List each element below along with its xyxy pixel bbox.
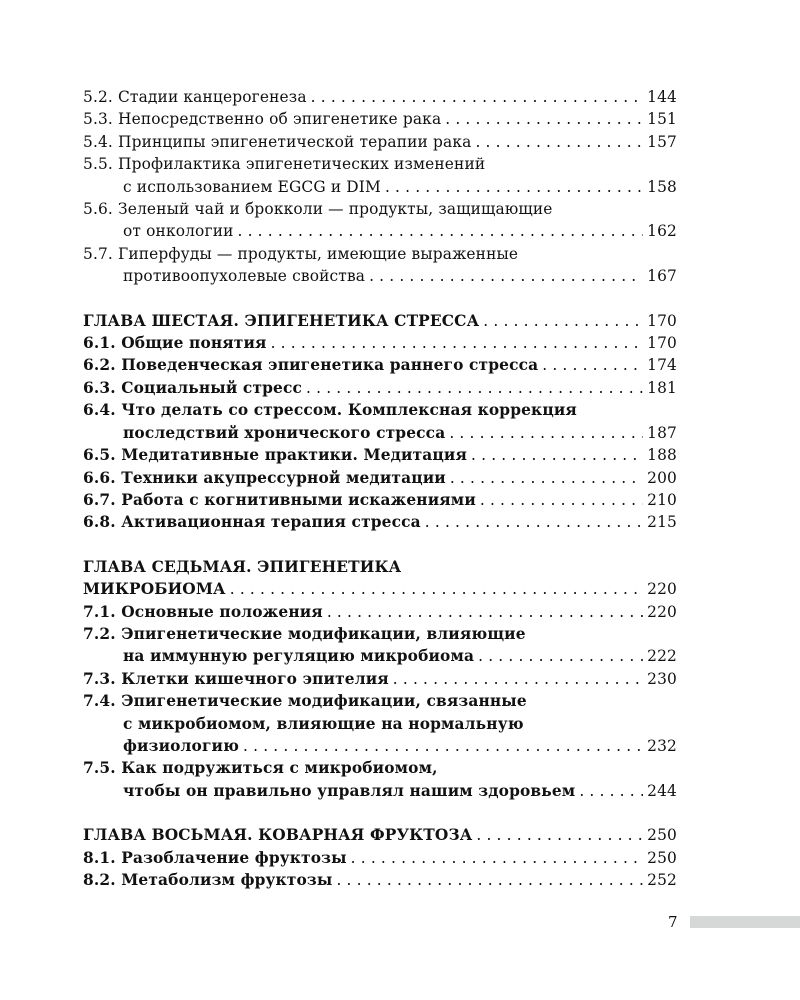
toc-entry-line [83, 243, 677, 265]
toc-entry-line [83, 467, 677, 489]
dot-leader [369, 265, 643, 287]
toc-entry-line [83, 556, 677, 578]
toc-entry-title: 6.1. Общие понятия [83, 334, 267, 353]
toc-entry[interactable] [83, 869, 677, 891]
toc-page-number: 230 [647, 669, 677, 688]
toc-entry[interactable] [83, 601, 677, 623]
toc-entry-line [83, 176, 677, 198]
toc-page-number: 250 [647, 826, 677, 845]
toc-page-number: 167 [647, 267, 677, 286]
toc-entry-title: 6.8. Активационная терапия стресса [83, 513, 421, 532]
toc-entry-line [83, 108, 677, 130]
toc-entry-line [83, 757, 677, 779]
toc-page-number: 151 [647, 110, 677, 129]
toc-entry-line [83, 601, 677, 623]
toc-entry-title: 5.2. Стадии канцерогенеза [83, 88, 307, 106]
toc-entry-title: 6.2. Поведенческая эпигенетика раннего стресса [83, 356, 539, 375]
toc-entry[interactable] [83, 153, 677, 198]
toc-entry[interactable] [83, 690, 677, 757]
toc-entry-title: 6.5. Медитативные практики. Медитация [83, 446, 468, 465]
dot-leader [271, 332, 644, 354]
toc-entry-line [83, 153, 677, 175]
toc-entry[interactable] [83, 623, 677, 668]
toc-entry-line [83, 377, 677, 399]
toc-entry[interactable] [83, 847, 677, 869]
toc-entry-title: чтобы он правильно управлял нашим здоровьем [123, 781, 576, 800]
dot-leader [336, 869, 643, 891]
dot-leader [327, 601, 643, 623]
toc-entry-title: физиологию [123, 736, 240, 755]
toc-entry-title: 6.6. Техники акупрессурной медитации [83, 468, 446, 487]
toc-page-number: 174 [647, 356, 677, 375]
toc-entry[interactable] [83, 131, 677, 153]
dot-leader [476, 824, 643, 846]
toc-entry-title: противоопухолевые свойства [123, 267, 366, 286]
toc-page-number: 215 [647, 513, 677, 532]
toc-page-number: 158 [647, 177, 677, 196]
toc-entry-title: ГЛАВА ШЕСТАЯ. ЭПИГЕНЕТИКА СТРЕССА [83, 311, 480, 330]
toc-page-number: 250 [647, 848, 677, 867]
dot-leader [449, 422, 643, 444]
toc-entry-line [83, 511, 677, 533]
toc-entry-line [83, 668, 677, 690]
toc-entry-title: с использованием EGCG и DIM [123, 177, 381, 196]
toc-chapter-heading[interactable] [83, 310, 677, 332]
toc-entry-line [83, 131, 677, 153]
toc-entry-title: ГЛАВА ВОСЬМАЯ. КОВАРНАЯ ФРУКТОЗА [83, 826, 473, 845]
toc-page-number: 170 [647, 311, 677, 330]
toc-page-number: 188 [647, 446, 677, 465]
toc-entry-line [83, 578, 677, 600]
toc-entry-line [83, 713, 677, 735]
dot-leader [480, 489, 643, 511]
toc-entry-title: от онкологии [123, 222, 234, 241]
toc-entry[interactable] [83, 86, 677, 108]
toc-entry-title: 6.7. Работа с когнитивными искажениями [83, 490, 476, 509]
toc-page-number: 222 [647, 647, 677, 666]
toc-page-number: 210 [647, 490, 677, 509]
toc-entry-line [83, 198, 677, 220]
toc-entry-title: 5.6. Зеленый чай и брокколи — продукты, защищающие [83, 200, 553, 219]
toc-chapter-heading[interactable] [83, 824, 677, 846]
toc-entry[interactable] [83, 354, 677, 376]
toc-entry-title: 5.5. Профилактика эпигенетических изменений [83, 155, 486, 174]
footer-decorative-bar [690, 916, 800, 928]
toc-entry[interactable] [83, 108, 677, 130]
toc-entry-title: 7.4. Эпигенетические модификации, связанные [83, 692, 527, 711]
toc-entry-line [83, 869, 677, 891]
toc-chapter-section [83, 310, 677, 534]
toc-entry-line [83, 265, 677, 287]
dot-leader [478, 645, 643, 667]
toc-entry-line [83, 399, 677, 421]
dot-leader [425, 511, 643, 533]
toc-entry-title: 6.3. Социальный стресс [83, 378, 303, 397]
dot-leader [311, 86, 644, 108]
dot-leader [230, 578, 643, 600]
toc-page-number: 170 [647, 334, 677, 353]
toc-page-number: 144 [647, 88, 677, 106]
toc-entry[interactable] [83, 467, 677, 489]
toc-entry[interactable] [83, 377, 677, 399]
toc-entry-title: 5.4. Принципы эпигенетической терапии рака [83, 132, 472, 151]
dot-leader [471, 444, 643, 466]
toc-page-number: 220 [647, 580, 677, 599]
table-of-contents [83, 86, 677, 913]
toc-entry[interactable] [83, 489, 677, 511]
toc-entry[interactable] [83, 399, 677, 444]
toc-page-number: 157 [647, 132, 677, 151]
toc-entry-line [83, 645, 677, 667]
toc-entry-line [83, 847, 677, 869]
toc-entry-title: 6.4. Что делать со стрессом. Комплексная коррекция [83, 401, 577, 420]
dot-leader [542, 354, 643, 376]
toc-entry[interactable] [83, 757, 677, 802]
toc-entry-title: 7.5. Как подружиться с микробиомом, [83, 759, 438, 778]
toc-entry-line [83, 310, 677, 332]
toc-entry-title: 8.1. Разоблачение фруктозы [83, 848, 347, 867]
toc-page-number: 252 [647, 871, 677, 889]
toc-entry[interactable] [83, 198, 677, 243]
toc-entry-title: 7.3. Клетки кишечного эпителия [83, 669, 389, 688]
toc-entry-line [83, 444, 677, 466]
toc-page-number: 220 [647, 602, 677, 621]
dot-leader [450, 467, 643, 489]
dot-leader [483, 310, 643, 332]
toc-page-number: 181 [647, 378, 677, 397]
dot-leader [351, 847, 644, 869]
toc-entry[interactable] [83, 511, 677, 533]
toc-section [83, 86, 677, 288]
toc-entry[interactable] [83, 332, 677, 354]
toc-entry-line [83, 354, 677, 376]
toc-page-number: 200 [647, 468, 677, 487]
toc-chapter-section [83, 824, 677, 891]
toc-page-number: 162 [647, 222, 677, 241]
toc-entry-line [83, 824, 677, 846]
toc-entry-title: с микробиомом, влияющие на нормальную [123, 714, 524, 733]
toc-page-number: 187 [647, 423, 677, 442]
toc-entry[interactable] [83, 444, 677, 466]
toc-entry-title: 5.3. Непосредственно об эпигенетике рака [83, 110, 442, 129]
dot-leader [445, 108, 643, 130]
toc-page-number: 232 [647, 736, 677, 755]
toc-entry-title: 7.1. Основные положения [83, 602, 323, 621]
toc-entry-title: последствий хронического стресса [123, 423, 446, 442]
toc-entry-line [83, 735, 677, 757]
toc-entry[interactable] [83, 668, 677, 690]
toc-entry-title: 7.2. Эпигенетические модификации, влияющие [83, 624, 526, 643]
toc-entry-line [83, 220, 677, 242]
toc-entry-line [83, 780, 677, 802]
toc-entry-title: МИКРОБИОМА [83, 580, 226, 599]
dot-leader [579, 780, 643, 802]
dot-leader [393, 668, 643, 690]
dot-leader [243, 735, 643, 757]
page-footer [0, 912, 800, 932]
toc-entry-line [83, 332, 677, 354]
dot-leader [385, 176, 643, 198]
dot-leader [306, 377, 643, 399]
toc-chapter-heading[interactable] [83, 556, 677, 601]
toc-entry-title: 5.7. Гиперфуды — продукты, имеющие выраженные [83, 244, 519, 263]
dot-leader [475, 131, 643, 153]
toc-entry-title: 8.2. Метаболизм фруктозы [83, 871, 333, 889]
toc-entry-title: ГЛАВА СЕДЬМАЯ. ЭПИГЕНЕТИКА [83, 557, 402, 576]
toc-chapter-section [83, 556, 677, 802]
toc-entry-line [83, 690, 677, 712]
dot-leader [238, 220, 644, 242]
page-number: 7 [668, 913, 678, 931]
toc-entry-line [83, 86, 677, 108]
toc-page-number: 244 [647, 781, 677, 800]
toc-entry-line [83, 422, 677, 444]
toc-entry-line [83, 623, 677, 645]
toc-entry-line [83, 489, 677, 511]
toc-entry[interactable] [83, 243, 677, 288]
toc-entry-title: на иммунную регуляцию микробиома [123, 647, 475, 666]
